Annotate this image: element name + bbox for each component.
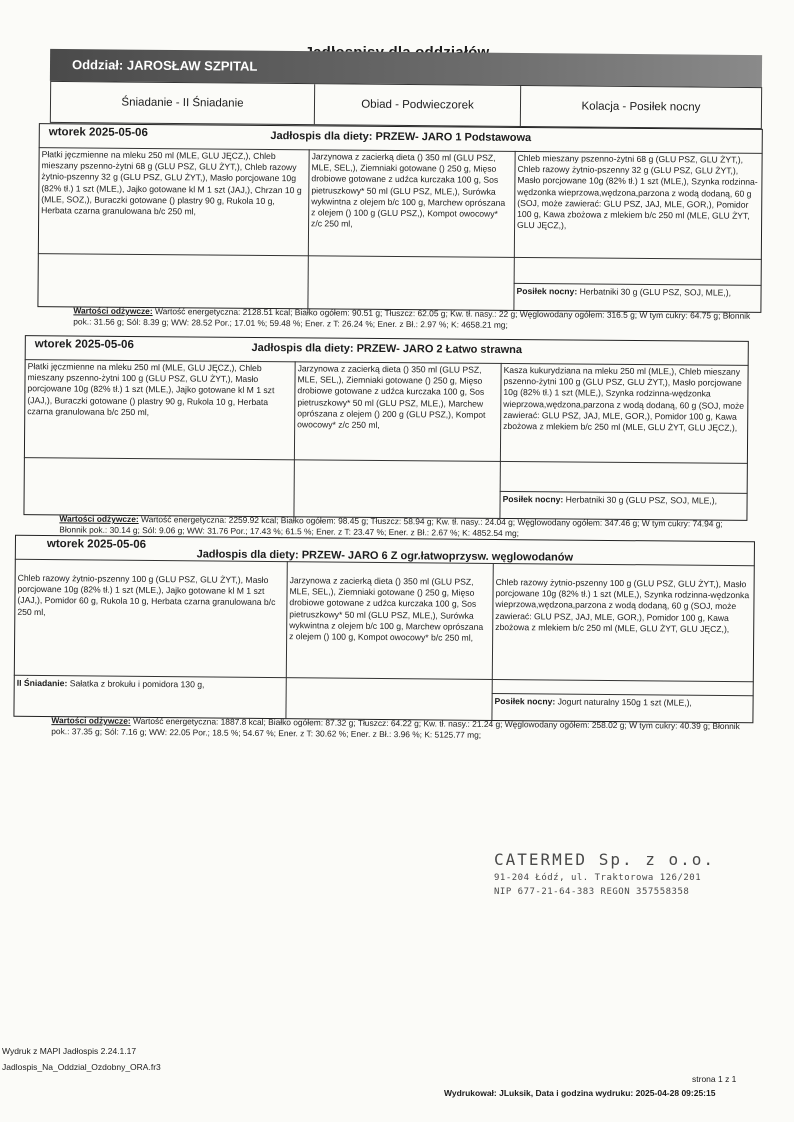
nutrition-label: Wartości odżywcze:	[59, 513, 139, 525]
footer-report-file: Jadlospis_Na_Oddzial_Ozdobny_ORA.fr3	[2, 1062, 161, 1072]
night-snack-cell	[499, 492, 747, 520]
second-breakfast-label: II Śniadanie:	[16, 677, 68, 689]
section-header-row	[50, 81, 762, 129]
diet-block-1	[37, 123, 763, 345]
second-breakfast-text: Sałatka z brokułu i pomidora 130 g,	[69, 678, 205, 690]
header-lunch: Obiad - Podwieczorek	[315, 84, 521, 126]
nutrition-label: Wartości odżywcze:	[73, 305, 153, 317]
night-snack-text: Herbatniki 30 g (GLU PSZ, SOJ, MLE,),	[579, 286, 732, 298]
nutrition-values: Wartość energetyczna: 2128.51 kcal; Białko ogółem: 90.51 g; Tłuszcz: 62.05 g; Kw. tł. nasy.: 22 g; Węglowodany ogółem: 316.5 g; W tym cukry: 64.75 g; Błonnik pok.: 31.56 g; Sól: 8.39 g; WW: 28.52 Por.; 17.01 %; 59.48 %; Ener. z T: 26.24 %; Ener. z Bł.: 2.97 %; K: 4658.21 mg;	[73, 306, 751, 330]
stamp-address: 91-204 Łódź, ul. Traktorowa 126/201	[494, 873, 702, 883]
header-breakfast: Śniadanie - II Śniadanie	[51, 82, 315, 124]
night-snack-label: Posiłek nocny:	[516, 285, 578, 297]
stamp-company-name: CATERMED Sp. z o.o.	[494, 850, 716, 869]
second-breakfast-cell	[14, 676, 286, 708]
lunch-cell: Jarzynowa z zacierką dieta () 350 ml (GLU PSZ, MLE, SEL,), Ziemniaki gotowane () 250 g, Mięso drobiowe gotowane z udźca kurczaka 100 g, Sos pietruszkowy* 50 ml (GLU PSZ, MLE,), Surówka wykwintna z olejem b/c 100 g, Marchew oprószana z olejem () 100 g (GLU PSZ,), Kompot owocowy* z/c 250 ml,	[311, 151, 506, 229]
nutrition-values: Wartość energetyczna: 2259.92 kcal; Białko ogółem: 98.45 g; Tłuszcz: 58.94 g; Kw. tł. nasy.: 24.04 g; Węglowodany ogółem: 347.46 g; W tym cukry: 74.94 g; Błonnik pok.: 30.14 g; Sól: 9.06 g; WW: 31.76 Por.; 17.43 %; 61.5 %; Ener. z T: 23.47 %; Ener. z Bł.: 2.67 %; K: 4852.54 mg;	[59, 514, 723, 539]
dinner-cell: Chleb razowy żytnio-pszenny 100 g (GLU PSZ, GLU ŻYT,), Masło porcjowane 10g (82% tł.) 1 szt (MLE,), Szynka rodzinna-wędzonka wieprzowa,wędzona,parzona z wodą dodaną, 60 g (SOJ, może zawierać: GLU PSZ, JAJ, MLE, GOR,), Pomidor 100 g, Kawa zbożowa z mlekiem b/c 250 ml (MLE, GLU ŻYT, GLU JĘCZ,),	[495, 576, 750, 634]
night-snack-label: Posiłek nocny:	[494, 695, 556, 707]
nutrition-label: Wartości odżywcze:	[51, 715, 131, 726]
nutrition-summary	[73, 305, 763, 332]
diet-name: Jadłospis dla diety: PRZEW- JARO 1 Podstawowa	[270, 129, 532, 145]
night-snack-cell	[491, 694, 753, 722]
footer-report-source: Wydruk z MAPI Jadłospis 2.24.1.17	[2, 1046, 137, 1056]
lunch-cell: Jarzynowa z zacierką dieta () 350 ml (GLU PSZ, MLE, SEL,), Ziemniaki gotowane () 250 g, Mięso drobiowe gotowane z udźca kurczaka 100 g, Sos pietruszkowy* 50 ml (GLU PSZ, MLE,), Surówka wykwintna z olejem b/c 100 g, Marchew oprószana z olejem () 100 g, Kompot owocowy* b/c 250 ml,	[289, 575, 484, 643]
night-snack-cell	[513, 284, 761, 312]
breakfast-cell: Płatki jęczmienne na mleku 250 ml (MLE, GLU JĘCZ,), Chleb mieszany pszenno-żytni 100 g (GLU PSZ, GLU ŻYT,), Masło porcjowane 10g (82% tł.) 1 szt (MLE,), Jajko gotowane kl M 1 szt (JAJ,), Buraczki gotowane () plastry 90 g, Rukola 10 g, Herbata czarna granulowana b/c 250 ml,	[27, 361, 275, 417]
nutrition-values: Wartość energetyczna: 1887.8 kcal; Białko ogółem: 87.32 g; Tłuszcz: 64.22 g; Kw. tł. nasy.: 21.24 g; Węglowodany ogółem: 258.02 g; W tym cukry: 40.39 g; Błonnik pok.: 37.35 g; Sól: 7.16 g; WW: 22.05 Por.; 18.5 %; 54.67 %; Ener. z T: 30.62 %; Ener. z Bł.: 3.96 %; K: 5125.77 mg;	[51, 715, 740, 740]
breakfast-cell: Płatki jęczmienne na mleku 250 ml (MLE, GLU JĘCZ,), Chleb mieszany pszenno-żytni 68 g (GLU PSZ, GLU ŻYT,), Chleb razowy żytnio-pszenny 32 g (GLU PSZ, GLU ŻYT,), Masło porcjowane 10g (82% tł.) 1 szt (MLE,), Jajko gotowane kl M 1 szt (JAJ,), Chrzan 10 g (MLE, SOZ,), Buraczki gotowane () plastry 90 g, Rukola 10 g, Herbata czarna granulowana b/c 250 ml,	[41, 149, 302, 217]
night-snack-text: Jogurt naturalny 150g 1 szt (MLE,),	[557, 696, 692, 708]
nutrition-summary	[51, 715, 751, 743]
night-snack-text: Herbatniki 30 g (GLU PSZ, SOJ, MLE,),	[565, 494, 718, 506]
diet-block-2	[23, 335, 749, 557]
breakfast-cell: Chleb razowy żytnio-pszenny 100 g (GLU PSZ, GLU ŻYT,), Masło porcjowane 10g (82% tł.) 1 szt (MLE,), Jajko gotowane kl M 1 szt (JAJ,), Pomidor 60 g, Rukola 10 g, Herbata czarna granulowana b/c 250 ml,	[17, 572, 276, 617]
footer-printed-by: Wydrukował: JLuksik, Data i godzina wydruku: 2025-04-28 09:25:15	[444, 1088, 716, 1098]
night-snack-label: Posiłek nocny:	[502, 493, 564, 505]
diet-name: Jadłospis dla diety: PRZEW- JARO 2 Łatwo strawna	[251, 341, 523, 357]
diet-block-3	[13, 535, 755, 771]
dinner-cell: Kasza kukurydziana na mleku 250 ml (MLE,), Chleb mieszany pszenno-żytni 100 g (GLU PSZ, GLU ŻYT,), Masło porcjowane 10g (82% tł.) 1 szt (MLE,), Szynka rodzinna-wędzonka wieprzowa,wędzona,parzona z wodą dodaną, 60 g (SOJ, może zawierać: GLU PSZ, JAJ, MLE, GOR,), Pomidor 100 g, Kawa zbożowa z mlekiem b/c 250 ml (MLE, GLU ŻYT, GLU JĘCZ,),	[503, 364, 745, 433]
lunch-cell: Jarzynowa z zacierką dieta () 350 ml (GLU PSZ, MLE, SEL,), Ziemniaki gotowane () 250 g, Mięso drobiowe gotowane z udźca kurczaka 100 g, Sos pietruszkowy* 50 ml (GLU PSZ, MLE,), Marchew oprószana z olejem () 200 g (GLU PSZ,), Kompot owocowy* z/c 250 ml,	[297, 363, 486, 430]
stamp-ids: NIP 677-21-64-383 REGON 357558358	[494, 887, 690, 897]
diet-name: Jadłospis dla diety: PRZEW- JARO 6 Z ogr.łatwoprzysw. węglowodanów	[196, 548, 574, 564]
dinner-cell: Chleb mieszany pszenno-żytni 68 g (GLU PSZ, GLU ŻYT,), Chleb razowy żytnio-pszenny 32 g (GLU PSZ, GLU ŻYT,), Masło porcjowane 10g (82% tł.) 1 szt (MLE,), Szynka rodzinna-wędzonka wieprzowa,wędzona,parzona z wodą dodaną, 60 g (SOJ, może zawierać: GLU PSZ, JAJ, MLE, GOR,), Pomidor 100 g, Kawa zbożowa z mlekiem b/c 250 ml (MLE, GLU ŻYT, GLU JĘCZ,),	[517, 152, 758, 231]
header-dinner: Kolacja - Posiłek nocny	[581, 100, 701, 114]
footer-page-number: strona 1 z 1	[692, 1074, 737, 1084]
diet-date: wtorek 2025-05-06	[46, 538, 147, 551]
diet-date: wtorek 2025-05-06	[34, 338, 134, 352]
company-stamp	[494, 850, 715, 897]
department-label: Oddział: JAROSŁAW SZPITAL	[71, 57, 258, 74]
diet-date: wtorek 2025-05-06	[48, 126, 148, 140]
